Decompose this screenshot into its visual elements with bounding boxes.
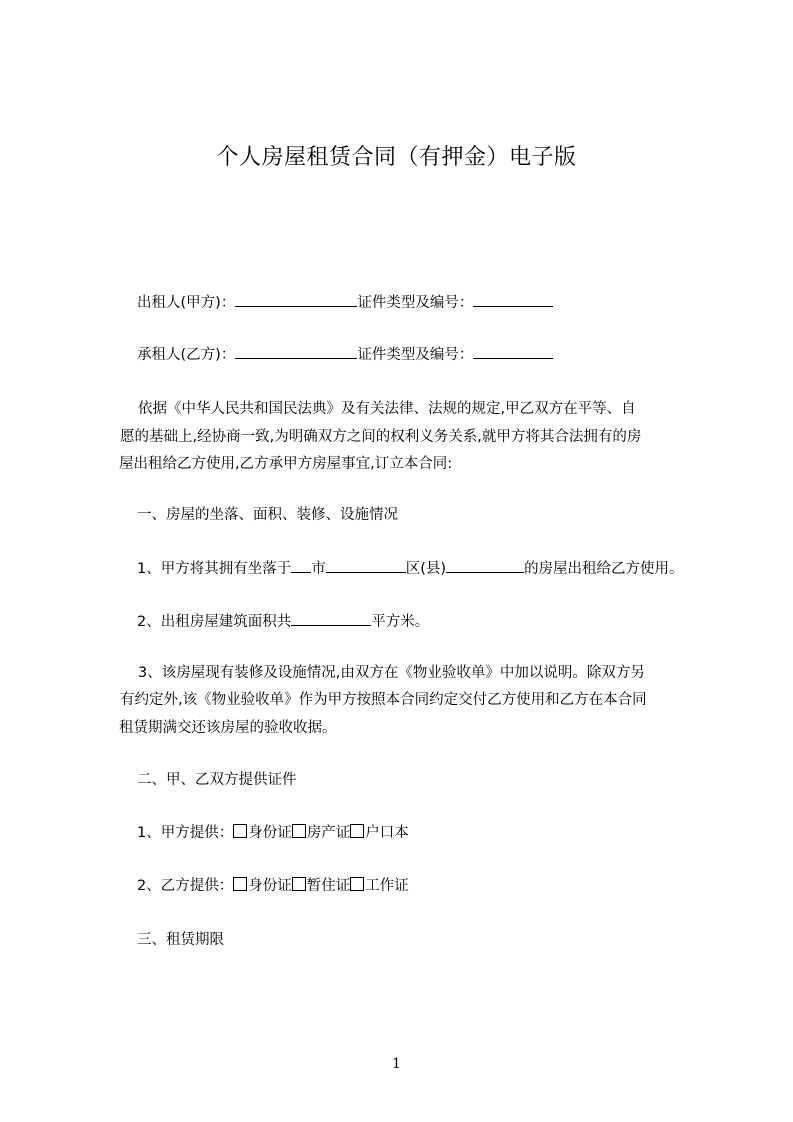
item-2-2	[137, 876, 409, 896]
intro-line-3: 屋出租给乙方使用,乙方承甲方房屋事宜,订立本合同:	[119, 456, 453, 472]
lessor-id-blank[interactable]	[473, 292, 553, 307]
province-blank[interactable]	[291, 558, 311, 573]
page-number: 1	[392, 1056, 401, 1072]
item-1-2-end: 平方米。	[371, 614, 430, 630]
item-1-3-line-2: 有约定外,该《物业验收单》作为甲方按照本合同约定交付乙方使用和乙方在本合同	[120, 692, 647, 708]
checkbox-work-permit[interactable]	[350, 877, 364, 891]
section-2-heading: 二、甲、乙双方提供证件	[137, 772, 297, 788]
item-1-1-end: 的房屋出租给乙方使用。	[524, 561, 684, 577]
district-blank[interactable]	[446, 558, 524, 573]
checkbox-lessee-id-card[interactable]	[233, 877, 247, 891]
lessor-name-blank[interactable]	[235, 292, 357, 307]
item-1-3-line-3: 租赁期满交还该房屋的验收收据。	[119, 720, 337, 736]
city-blank[interactable]	[326, 558, 406, 573]
option-household-register: 户口本	[365, 825, 409, 841]
area-blank[interactable]	[291, 611, 371, 626]
district-label: 区(县)	[405, 561, 447, 577]
city-label: 市	[311, 561, 326, 577]
item-1-3-line-1: 3、该房屋现有装修及设施情况,由双方在《物业验收单》中加以说明。除双方另	[138, 665, 645, 681]
option-id-card: 身份证	[248, 878, 292, 894]
checkbox-property-cert[interactable]	[292, 824, 306, 838]
item-2-1-label: 1、甲方提供：	[137, 825, 234, 841]
option-temp-residence: 暂住证	[306, 878, 351, 894]
item-2-2-label: 2、乙方提供：	[137, 878, 234, 894]
lessee-line	[137, 344, 553, 365]
checkbox-household-register[interactable]	[350, 824, 364, 838]
item-1-1	[137, 558, 684, 579]
document-title: 个人房屋租赁合同（有押金）电子版	[216, 145, 577, 170]
lessee-id-label: 证件类型及编号：	[357, 347, 474, 363]
item-1-2	[137, 611, 429, 632]
lessor-id-label: 证件类型及编号：	[357, 295, 474, 311]
lessor-line	[137, 292, 553, 313]
intro-line-2: 愿的基础上,经协商一致,为明确双方之间的权利义务关系,就甲方将其合法拥有的房	[120, 429, 642, 445]
item-1-1-text: 1、甲方将其拥有坐落于	[137, 561, 292, 577]
option-work-permit: 工作证	[365, 878, 409, 894]
checkbox-lessor-id-card[interactable]	[233, 824, 247, 838]
lessee-id-blank[interactable]	[473, 344, 553, 359]
intro-line-1: 依据《中华人民共和国民法典》及有关法律、法规的规定,甲乙双方在平等、自	[138, 401, 636, 417]
lessee-name-blank[interactable]	[235, 344, 357, 359]
section-1-heading: 一、房屋的坐落、面积、装修、设施情况	[137, 507, 398, 523]
option-id-card: 身份证	[248, 825, 292, 841]
option-property-cert: 房产证	[306, 825, 351, 841]
item-2-1	[137, 823, 409, 843]
section-3-heading: 三、租赁期限	[137, 932, 224, 948]
lessee-label: 承租人(乙方)：	[137, 347, 236, 363]
lessor-label: 出租人(甲方)：	[137, 295, 236, 311]
item-1-2-text: 2、出租房屋建筑面积共	[137, 614, 292, 630]
checkbox-temp-residence[interactable]	[292, 877, 306, 891]
